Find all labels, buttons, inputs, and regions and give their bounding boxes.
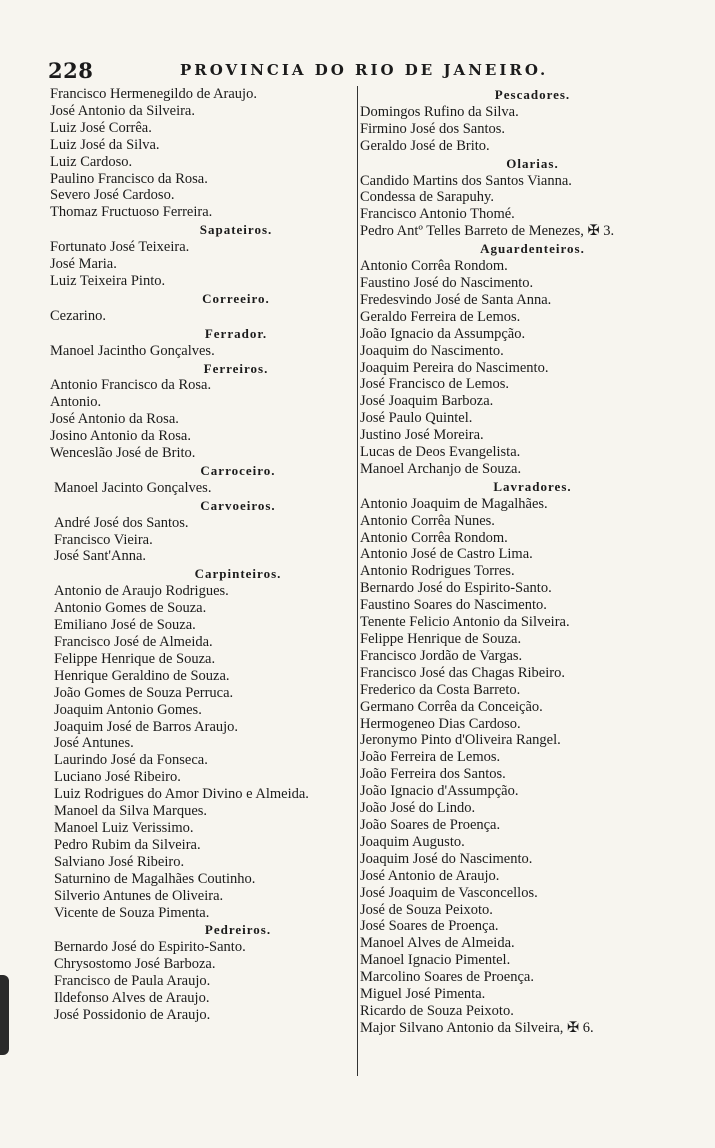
name-entry: Laurindo José da Fonseca. xyxy=(54,752,208,769)
name-entry: Chrysostomo José Barboza. xyxy=(54,956,216,973)
section xyxy=(50,326,356,360)
name-entry: Wenceslão José de Brito. xyxy=(50,445,196,462)
name-entry: Joaquim Augusto. xyxy=(360,833,465,850)
name-entry: Paulino Francisco da Rosa. xyxy=(50,170,208,187)
name-entry: João Ignacio d'Assumpção. xyxy=(360,783,519,800)
name-entry: Francisco de Paula Araujo. xyxy=(54,973,211,990)
section xyxy=(50,222,356,290)
section-heading: Carpinteiros. xyxy=(194,566,282,582)
name-entry: José Antonio da Rosa. xyxy=(50,411,179,428)
name-entry: Germano Corrêa da Conceição. xyxy=(360,698,543,715)
name-entry: Ricardo de Souza Peixoto. xyxy=(360,1002,514,1019)
name-entry: Antonio Corrêa Rondom. xyxy=(360,258,508,275)
name-entry: João Ferreira de Lemos. xyxy=(360,749,501,766)
name-entry: João Soares de Proença. xyxy=(360,816,501,833)
name-entry: João Ferreira dos Santos. xyxy=(360,766,506,783)
page-header: PROVINCIA DO RIO DE JANEIRO. xyxy=(180,61,549,79)
name-entry: Antonio José de Castro Lima. xyxy=(360,546,533,563)
name-entry: Hermogeneo Dias Cardoso. xyxy=(360,715,521,732)
name-entry: Lucas de Deos Evangelista. xyxy=(360,444,521,461)
name-entry: Justino José Moreira. xyxy=(360,427,484,444)
name-entry: Condessa de Sarapuhy. xyxy=(360,189,494,206)
section xyxy=(50,922,356,1023)
margin-ornament xyxy=(0,975,9,1055)
name-entry: José Antonio da Silveira. xyxy=(50,102,195,119)
name-entry: Emiliano José de Souza. xyxy=(54,617,196,634)
name-entry: Joaquim do Nascimento. xyxy=(360,342,504,359)
name-entry: Cezarino. xyxy=(50,307,106,324)
section xyxy=(50,566,356,921)
name-entry: Luiz José da Silva. xyxy=(50,136,160,153)
name-entry: Joaquim Pereira do Nascimento. xyxy=(360,359,549,376)
name-entry: Joaquim Antonio Gomes. xyxy=(54,701,202,718)
name-entry: José Francisco de Lemos. xyxy=(360,376,509,393)
section xyxy=(360,479,665,1037)
name-entry: Fredesvindo José de Santa Anna. xyxy=(360,291,552,308)
name-entry: Manoel Alves de Almeida. xyxy=(360,935,515,952)
name-entry: Francisco Vieira. xyxy=(54,531,153,548)
name-entry: Luiz Teixeira Pinto. xyxy=(50,272,166,289)
name-entry: Fortunato José Teixeira. xyxy=(50,239,190,256)
section-heading: Pedreiros. xyxy=(204,922,272,938)
name-entry: José Antunes. xyxy=(54,735,134,752)
name-entry: Antonio Corrêa Rondom. xyxy=(360,529,508,546)
section-heading: Olarias. xyxy=(506,155,559,171)
name-entry: Manoel Jacintho Gonçalves. xyxy=(50,342,215,359)
name-entry: Francisco Antonio Thomé. xyxy=(360,206,515,223)
section xyxy=(360,87,665,155)
name-entry: José Antonio de Araujo. xyxy=(360,867,500,884)
name-entry: José Joaquim Barboza. xyxy=(360,393,494,410)
name-entry: José Soares de Proença. xyxy=(360,918,499,935)
section xyxy=(50,291,356,325)
section-heading: Correeiro. xyxy=(202,290,270,306)
name-entry: Major Silvano Antonio da Silveira, ✠ 6. xyxy=(360,1019,594,1036)
name-entry: Manoel da Silva Marques. xyxy=(54,803,208,820)
name-entry: Faustino José do Nascimento. xyxy=(360,274,534,291)
page-number: 228 xyxy=(48,58,94,83)
name-entry: Antonio Joaquim de Magalhães. xyxy=(360,495,548,512)
name-entry: Manoel Archanjo de Souza. xyxy=(360,460,522,477)
column-divider xyxy=(357,86,358,1076)
section xyxy=(50,498,356,566)
section xyxy=(360,241,665,478)
name-entry: Miguel José Pimenta. xyxy=(360,986,486,1003)
name-entry: Manoel Ignacio Pimentel. xyxy=(360,952,511,969)
name-entry: Domingos Rufino da Silva. xyxy=(360,103,519,120)
name-entry: Antonio de Araujo Rodrigues. xyxy=(54,583,229,600)
name-entry: Jeronymo Pinto d'Oliveira Rangel. xyxy=(360,732,561,749)
section xyxy=(50,463,356,497)
section-heading: Aguardenteiros. xyxy=(480,241,585,257)
name-entry: Joaquim José do Nascimento. xyxy=(360,850,533,867)
name-entry: Luciano José Ribeiro. xyxy=(54,769,181,786)
name-entry: Firmino José dos Santos. xyxy=(360,120,506,137)
right-column xyxy=(360,86,665,1037)
name-entry: Marcolino Soares de Proença. xyxy=(360,969,534,986)
name-entry: Silverio Antunes de Oliveira. xyxy=(54,887,224,904)
name-entry: Luiz Cardoso. xyxy=(50,153,133,170)
section-heading: Lavradores. xyxy=(493,478,572,494)
left-column xyxy=(50,86,356,1024)
section-heading: Carroceiro. xyxy=(200,462,276,478)
name-entry: Severo José Cardoso. xyxy=(50,187,175,204)
name-entry: Francisco Hermenegildo de Araujo. xyxy=(50,86,257,102)
name-entry: Francisco José de Almeida. xyxy=(54,634,213,650)
name-entry: Geraldo Ferreira de Lemos. xyxy=(360,308,521,325)
name-entry: Pedro Rubim da Silveira. xyxy=(54,836,201,853)
name-entry: Antonio Corrêa Nunes. xyxy=(360,512,495,529)
name-entry: Felippe Henrique de Souza. xyxy=(360,631,522,647)
name-entry: Antonio Rodrigues Torres. xyxy=(360,563,515,580)
name-entry: Saturnino de Magalhães Coutinho. xyxy=(54,870,256,887)
section-heading: Ferreiros. xyxy=(203,360,269,376)
name-entry: José Sant'Anna. xyxy=(54,548,147,565)
name-entry: Salviano José Ribeiro. xyxy=(54,853,185,870)
name-entry: André José dos Santos. xyxy=(54,514,189,531)
name-entry: Bernardo José do Espirito-Santo. xyxy=(360,580,552,597)
name-entry: Frederico da Costa Barreto. xyxy=(360,681,521,698)
name-entry: Manoel Jacinto Gonçalves. xyxy=(54,479,212,496)
name-entry: Pedro Antº Telles Barreto de Menezes, ✠ 3. xyxy=(360,223,615,240)
name-entry: João Gomes de Souza Perruca. xyxy=(54,684,234,701)
name-entry: José de Souza Peixoto. xyxy=(360,901,493,918)
name-entry: José Paulo Quintel. xyxy=(360,410,473,427)
name-entry: Candido Martins dos Santos Vianna. xyxy=(360,172,572,189)
name-entry: Francisco José das Chagas Ribeiro. xyxy=(360,664,565,681)
name-entry: João Ignacio da Assumpção. xyxy=(360,325,526,342)
name-entry: Felippe Henrique de Souza. xyxy=(54,650,216,667)
name-entry: José Maria. xyxy=(50,256,117,273)
name-entry: Geraldo José de Brito. xyxy=(360,137,490,154)
name-entry: Joaquim José de Barros Araujo. xyxy=(54,718,239,735)
section-heading: Ferrador. xyxy=(204,325,268,341)
name-entry: Faustino Soares do Nascimento. xyxy=(360,597,547,614)
name-entry: José Joaquim de Vasconcellos. xyxy=(360,884,538,901)
section-heading: Pescadores. xyxy=(494,87,571,102)
name-entry: José Possidonio de Araujo. xyxy=(54,1006,211,1023)
section xyxy=(50,86,356,221)
section xyxy=(50,361,356,462)
name-entry: Luiz José Corrêa. xyxy=(50,119,152,136)
name-entry: Antonio. xyxy=(50,394,102,411)
name-entry: Henrique Geraldino de Souza. xyxy=(54,667,230,684)
section xyxy=(360,156,665,241)
name-entry: Manoel Luiz Verissimo. xyxy=(54,819,194,836)
name-entry: Thomaz Fructuoso Ferreira. xyxy=(50,204,213,221)
section-heading: Carvoeiros. xyxy=(200,497,276,513)
name-entry: Antonio Francisco da Rosa. xyxy=(50,377,212,394)
name-entry: Antonio Gomes de Souza. xyxy=(54,600,207,617)
name-entry: Ildefonso Alves de Araujo. xyxy=(54,990,210,1007)
name-entry: Bernardo José do Espirito-Santo. xyxy=(54,939,246,956)
name-entry: Tenente Felicio Antonio da Silveira. xyxy=(360,614,570,631)
name-entry: Luiz Rodrigues do Amor Divino e Almeida. xyxy=(54,786,309,803)
name-entry: Vicente de Souza Pimenta. xyxy=(54,904,210,921)
name-entry: Josino Antonio da Rosa. xyxy=(50,428,191,445)
section-heading: Sapateiros. xyxy=(199,222,273,238)
name-entry: João José do Lindo. xyxy=(360,800,476,817)
name-entry: Francisco Jordão de Vargas. xyxy=(360,647,523,664)
